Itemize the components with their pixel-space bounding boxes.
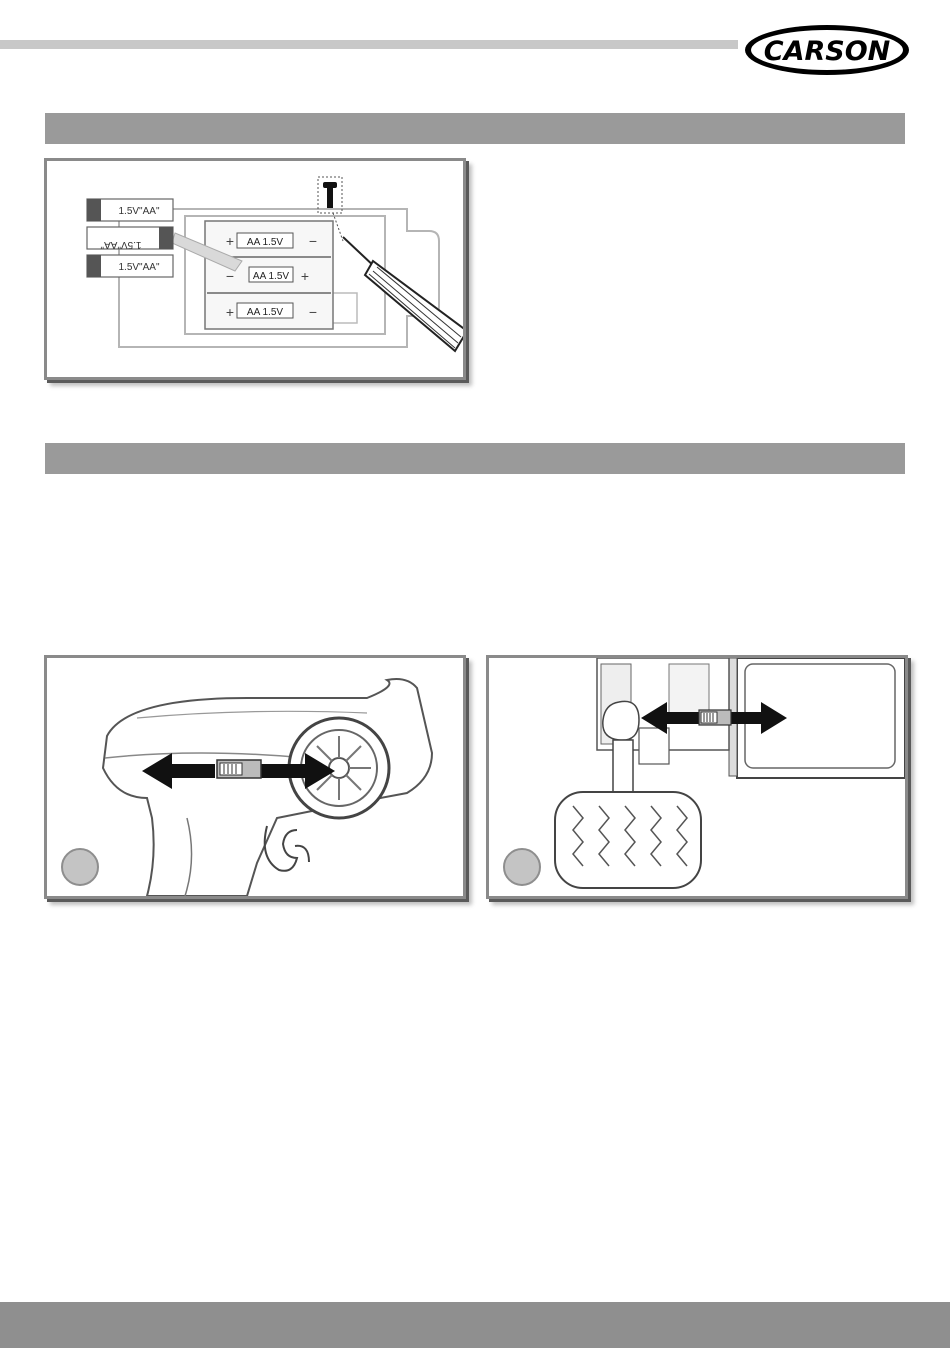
minus-sign-1: − [308,233,318,249]
step-marker-a [61,848,99,886]
logo-text: CARSON [763,36,891,67]
carson-logo [742,22,912,78]
battery-installation-figure [44,158,466,380]
trim-switch-icon [217,760,261,778]
loose-battery-3 [87,255,173,277]
loose-battery-label-2: 1.5V"AA" [100,239,142,250]
screw-icon [318,177,342,213]
vehicle-switch-figure [486,655,908,899]
power-switch-icon [699,710,731,725]
transmitter-trim-figure [44,655,466,899]
section-bar-1 [45,113,905,144]
step-marker-b [503,848,541,886]
compartment-cell-label-3: AA 1.5V [246,307,284,318]
header-rule [0,40,738,49]
plus-sign-1: + [225,233,235,249]
compartment-cell-label-1: AA 1.5V [246,237,284,248]
loose-battery-label-3: 1.5V"AA" [118,262,160,273]
minus-sign-2: − [225,268,235,284]
section-bar-2 [45,443,905,474]
compartment-cell-label-2: AA 1.5V [252,271,290,282]
minus-sign-3: − [308,304,318,320]
loose-battery-2 [87,227,173,250]
loose-battery-label-1: 1.5V"AA" [118,206,160,217]
plus-sign-2: + [300,268,310,284]
plus-sign-3: + [225,304,235,320]
footer-bar [0,1302,950,1348]
loose-battery-1 [87,199,173,221]
